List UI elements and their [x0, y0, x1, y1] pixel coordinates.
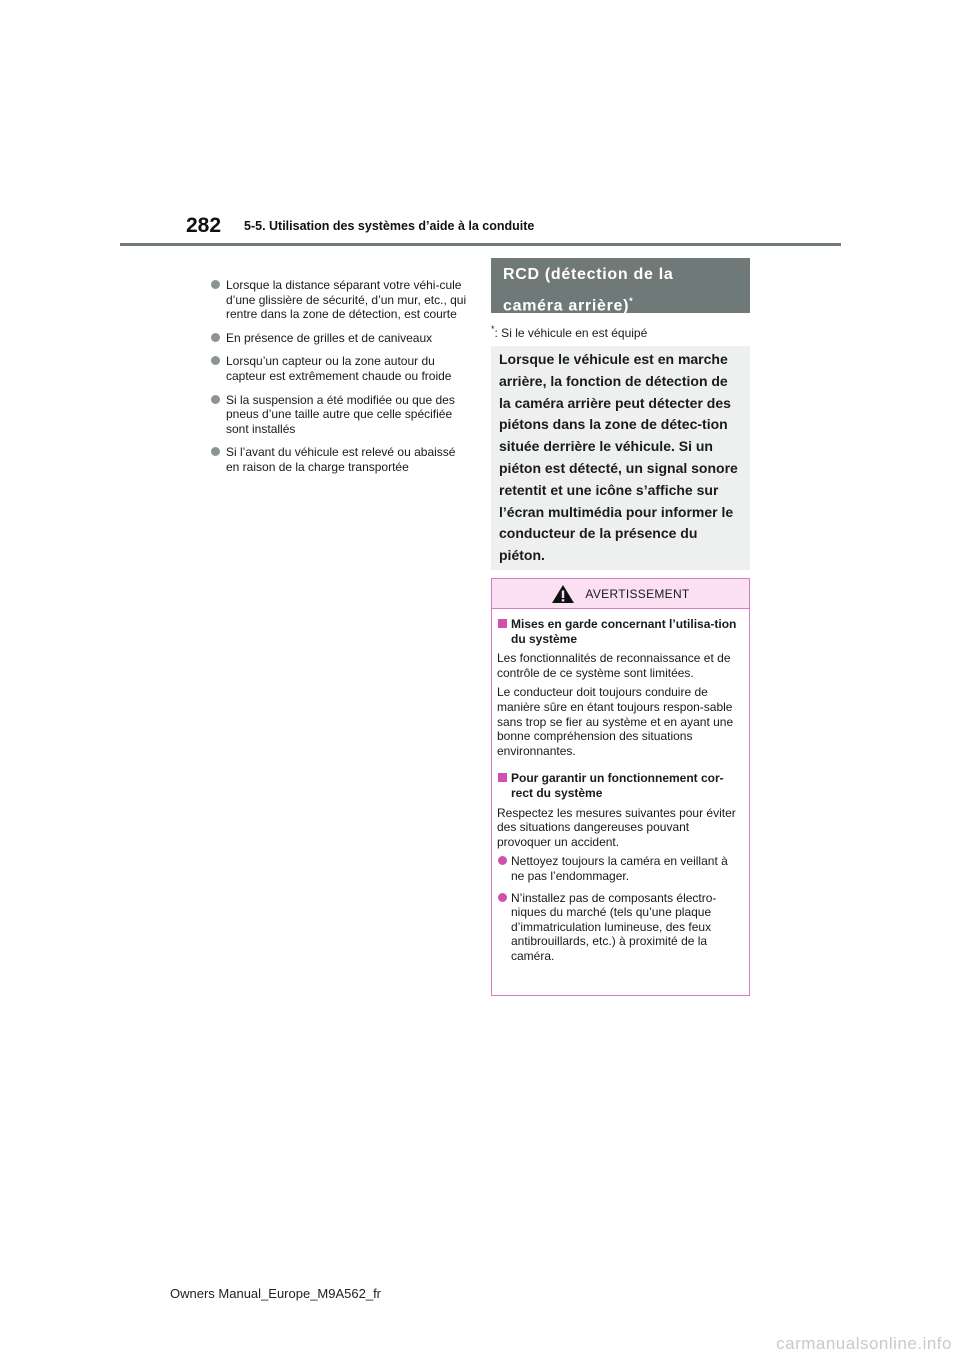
intro-box: Lorsque le véhicule est en marche arrière, la fonction de détection de la caméra arrière peut détecter des piétons dans la zone de détec-tion située derrière le véhicule. Si un piéton est détecté, un signal sonore retentit et une icône s’affiche sur l’écran multimédia pour informer le conducteur de la présence du piéton.	[491, 346, 750, 570]
warning-list-item-text: N’installez pas de composants électro-niques du marché (tels qu’une plaque d’immatriculation lumineuse, des feux antibrouillards, etc.) à proximité de la caméra.	[511, 890, 717, 963]
list-item-text: En présence de grilles et de caniveaux	[226, 330, 433, 345]
warning-header	[492, 579, 749, 609]
warning-triangle-icon	[551, 584, 575, 604]
list-item	[210, 393, 468, 437]
page-number: 282	[186, 214, 222, 237]
heading-square-icon	[498, 619, 507, 628]
section-header: 5-5. Utilisation des systèmes d’aide à la conduite	[244, 219, 535, 233]
warning-heading-text: Pour garantir un fonctionnement cor-rect du système	[511, 771, 724, 800]
list-item-text: Si la suspension a été modifiée ou que des pneus d’une taille autre que celle spécifiée sont installés	[226, 392, 455, 436]
footer: Owners Manual_Europe_M9A562_fr	[170, 1286, 382, 1301]
warning-box	[491, 578, 750, 996]
section-title-marker: *	[629, 296, 634, 306]
bullet-dot-icon	[211, 356, 220, 365]
warning-heading-correct-operation	[497, 771, 743, 800]
footnote	[491, 324, 647, 340]
section-title-line2: caméra arrière)	[503, 297, 630, 315]
warning-label: AVERTISSEMENT	[585, 586, 690, 601]
list-item-text: Si l’avant du véhicule est relevé ou abaissé en raison de la charge transportée	[226, 445, 456, 474]
bullet-dot-icon	[211, 395, 220, 404]
bullet-dot-icon	[498, 856, 507, 865]
warning-heading-usage	[497, 617, 743, 646]
list-item	[210, 278, 468, 322]
bullet-dot-icon	[211, 447, 220, 456]
list-item-text: Lorsqu’un capteur ou la zone autour du capteur est extrêmement chaude ou froide	[226, 354, 452, 383]
spacer	[497, 763, 743, 771]
list-item	[210, 354, 468, 383]
list-item	[210, 445, 468, 474]
warning-paragraph: Le conducteur doit toujours conduire de manière sûre en étant toujours respon-sable sans trop se fier au système et en ayant une bonne compréhension des situations environnantes.	[497, 685, 734, 758]
warning-paragraph: Respectez les mesures suivantes pour éviter des situations dangereuses pouvant provoquer un accident.	[497, 805, 736, 849]
section-title-line2-row	[503, 288, 738, 319]
watermark: carmanualsonline.info	[776, 1334, 952, 1353]
section-title	[491, 258, 750, 313]
section-title-line1: RCD (détection de la	[503, 266, 674, 283]
bullet-dot-icon	[498, 893, 507, 902]
footnote-marker: *	[491, 324, 495, 334]
warning-paragraph: Les fonctionnalités de reconnaissance et de contrôle de ce système sont limitées.	[497, 651, 731, 680]
list-item-text: Lorsque la distance séparant votre véhi-cule d’une glissière de sécurité, d’un mur, etc., qui rentre dans la zone de détection, est courte	[226, 278, 467, 322]
warning-heading-text: Mises en garde concernant l’utilisa-tion du système	[511, 617, 737, 646]
footnote-text: : Si le véhicule en est équipé	[494, 326, 648, 340]
heading-square-icon	[498, 773, 507, 782]
bullet-dot-icon	[211, 333, 220, 342]
header-rule	[120, 243, 841, 246]
left-column	[210, 278, 468, 484]
warning-list-item-text: Nettoyez toujours la caméra en veillant à ne pas l’endommager.	[511, 854, 728, 883]
warning-list-item	[497, 891, 743, 964]
warning-list-item	[497, 854, 743, 883]
warning-body	[492, 609, 749, 963]
bullet-dot-icon	[211, 280, 220, 289]
list-item	[210, 331, 468, 346]
